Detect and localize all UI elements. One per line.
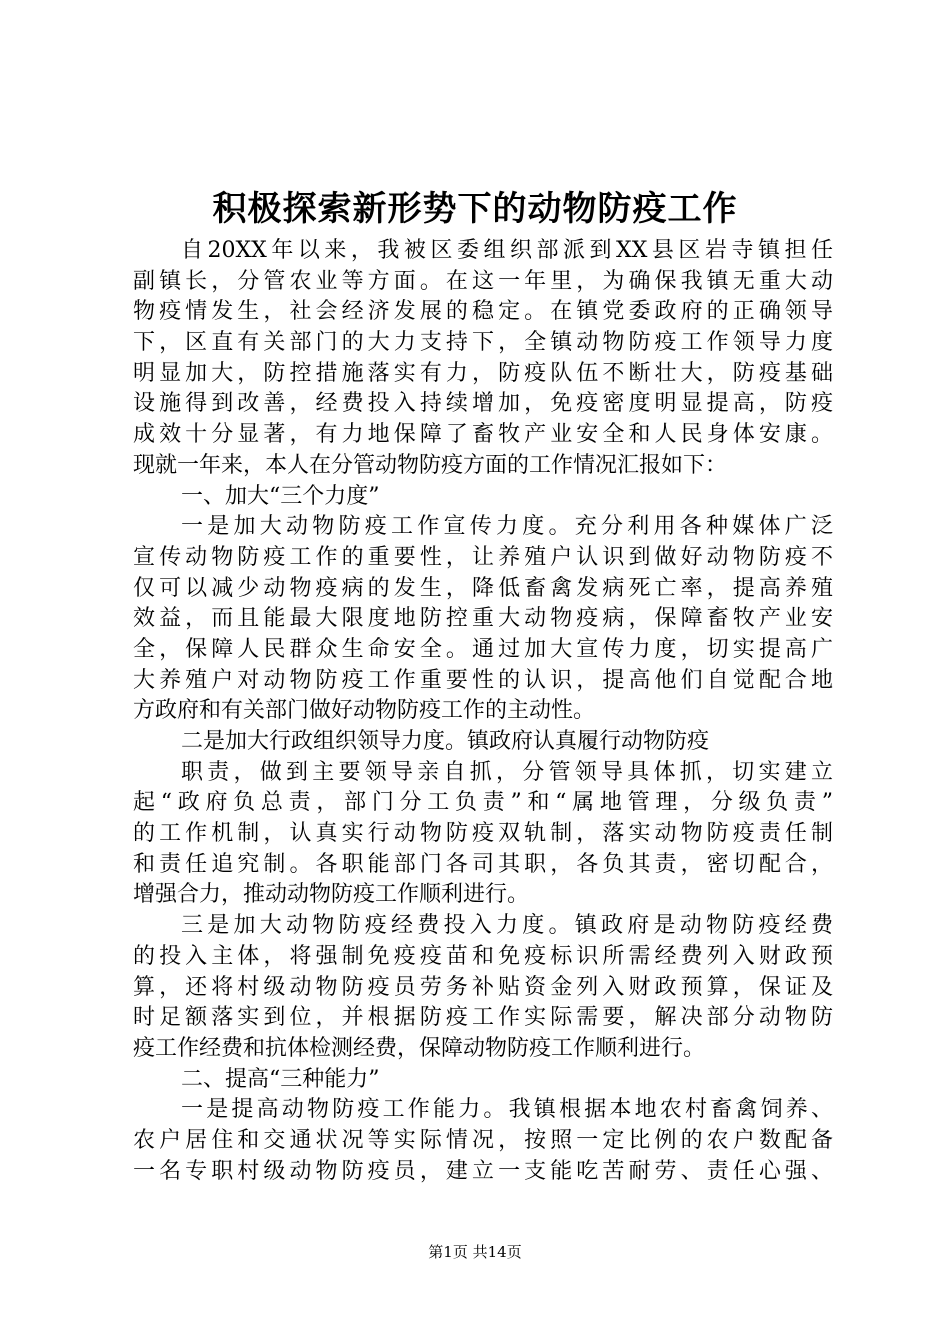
text-line: 仅可以减少动物疫病的发生，降低畜禽发病死亡率，提高养殖 <box>133 575 833 601</box>
text-line: 增强合力，推动动物防疫工作顺利进行。 <box>133 882 530 908</box>
text-line: 全，保障人民群众生命安全。通过加大宣传力度，切实提高广 <box>133 636 833 662</box>
text-line: 农户居住和交通状况等实际情况，按照一定比例的农户数配备 <box>133 1127 833 1153</box>
section-heading: 一、加大“三个力度” <box>181 483 380 509</box>
text-line: 大养殖户对动物防疫工作重要性的认识，提高他们自觉配合地 <box>133 667 833 693</box>
text-line: 成效十分显著，有力地保障了畜牧产业安全和人民身体安康。 <box>133 422 833 448</box>
page-footer: 第1页 共14页 <box>428 1243 522 1261</box>
text-line: 二是加大行政组织领导力度。镇政府认真履行动物防疫 <box>181 729 710 754</box>
text-line: 算，还将村级动物防疫员劳务补贴资金列入财政预算，保证及 <box>133 974 833 1000</box>
text-line: 三是加大动物防疫经费投入力度。镇政府是动物防疫经费 <box>181 913 833 939</box>
text-line: 和责任追究制。各职能部门各司其职，各负其责，密切配合， <box>133 851 833 877</box>
text-line: 起“政府负总责，部门分工负责”和“属地管理，分级负责” <box>133 790 833 816</box>
text-line: 效益，而且能最大限度地防控重大动物疫病，保障畜牧产业安 <box>133 606 833 632</box>
text-line: 宣传动物防疫工作的重要性，让养殖户认识到做好动物防疫不 <box>133 544 833 570</box>
text-line: 时足额落实到位，并根据防疫工作实际需要，解决部分动物防 <box>133 1005 833 1031</box>
document-body <box>133 236 833 1187</box>
text-line: 现就一年来，本人在分管动物防疫方面的工作情况汇报如下： <box>133 452 728 478</box>
section-heading: 二、提高“三种能力” <box>181 1066 380 1092</box>
text-line: 疫工作经费和抗体检测经费，保障动物防疫工作顺利进行。 <box>133 1035 706 1061</box>
text-line: 下，区直有关部门的大力支持下，全镇动物防疫工作领导力度 <box>133 330 833 356</box>
text-line: 设施得到改善，经费投入持续增加，免疫密度明显提高，防疫 <box>133 391 833 417</box>
text-line: 一是提高动物防疫工作能力。我镇根据本地农村畜禽饲养、 <box>181 1097 833 1123</box>
text-line: 职责，做到主要领导亲自抓，分管领导具体抓，切实建立 <box>181 759 833 785</box>
text-line: 的工作机制，认真实行动物防疫双轨制，落实动物防疫责任制 <box>133 821 833 847</box>
text-line: 一名专职村级动物防疫员，建立一支能吃苦耐劳、责任心强、 <box>133 1158 833 1184</box>
text-line: 的投入主体，将强制免疫疫苗和免疫标识所需经费列入财政预 <box>133 943 833 969</box>
text-line: 方政府和有关部门做好动物防疫工作的主动性。 <box>133 698 596 724</box>
text-line: 一是加大动物防疫工作宣传力度。充分利用各种媒体广泛 <box>181 514 833 540</box>
document-title: 积极探索新形势下的动物防疫工作 <box>212 189 738 229</box>
text-line: 明显加大，防控措施落实有力，防疫队伍不断壮大，防疫基础 <box>133 360 833 386</box>
text-line: 物疫情发生，社会经济发展的稳定。在镇党委政府的正确领导 <box>133 299 833 325</box>
text-line: 副镇长，分管农业等方面。在这一年里，为确保我镇无重大动 <box>133 268 833 294</box>
text-line: 自20XX年以来，我被区委组织部派到XX县区岩寺镇担任 <box>181 238 833 263</box>
